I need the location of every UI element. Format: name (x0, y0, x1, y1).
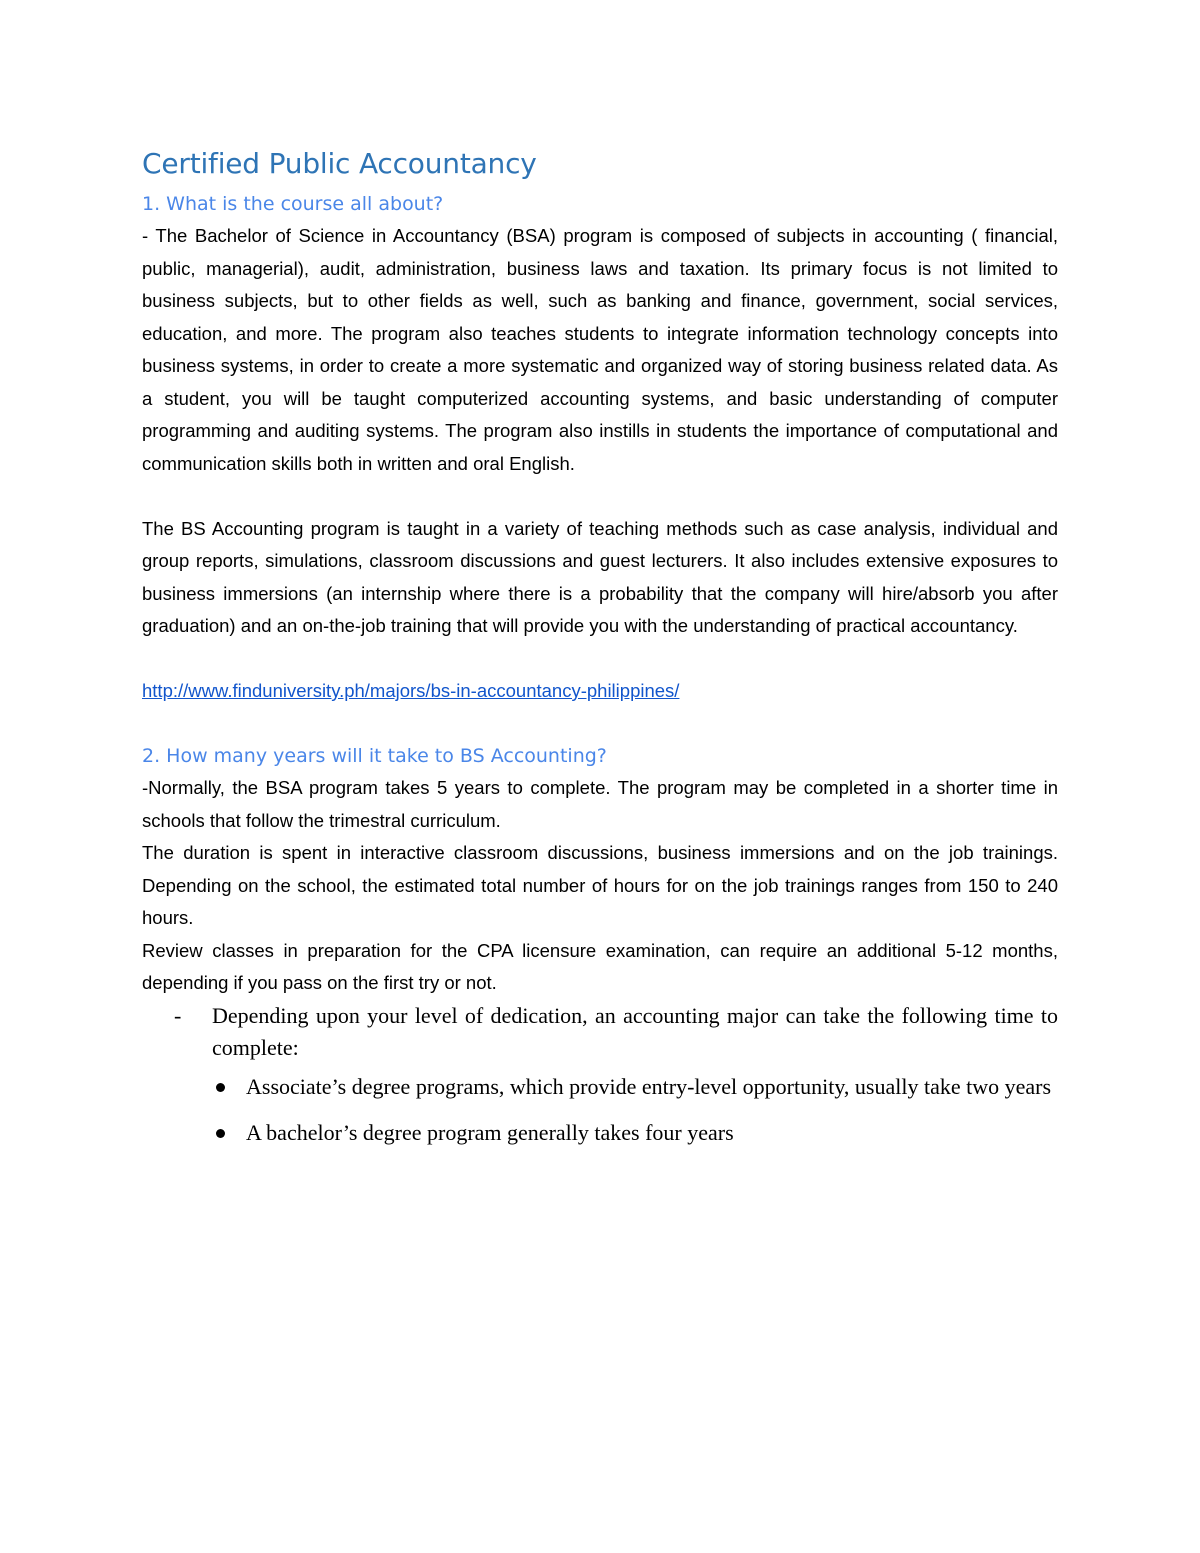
document-page (142, 140, 1058, 1156)
dash-list-item-text: Depending upon your level of dedication, an accounting major can take the following time to complete: (212, 1002, 1058, 1060)
section-1-paragraph-2: The BS Accounting program is taught in a variety of teaching methods such as case analysis, individual and group reports, simulations, classroom discussions and guest lecturers. It also includes extensive exposures to business immersions (an internship where there is a probability that the company will hire/absorb you after graduation) and an on-the-job training that will provide you with the understanding of practical accountancy. (142, 517, 1058, 636)
bullet-list-item (142, 1064, 1058, 1110)
source-link[interactable]: http://www.finduniversity.ph/majors/bs-in-accountancy-philippines/ (142, 680, 680, 701)
spacer (142, 643, 1058, 676)
spacer (142, 708, 1058, 741)
bullet-icon (216, 1129, 225, 1138)
bullet-icon (216, 1083, 225, 1092)
section-2-paragraph-2: The duration is spent in interactive classroom discussions, business immersions and on the job trainings. Depending on the school, the estimated total number of hours for on the job trainings ranges from 150 to 240 hours. (142, 842, 1058, 928)
dash-list-item (142, 1000, 1058, 1064)
section-2-paragraph-1: -Normally, the BSA program takes 5 years to complete. The program may be completed in a shorter time in schools that follow the trimestral curriculum. (142, 777, 1058, 831)
bullet-list-item (142, 1110, 1058, 1156)
section-1-paragraph-1: - The Bachelor of Science in Accountancy (BSA) program is composed of subjects in accounting ( financial, public, managerial), audit, administration, business laws and taxation. Its primary focus is not limited to business subjects, but to other fields as well, such as banking and finance, government, social services, education, and more. The program also teaches students to integrate information technology concepts into business systems, in order to create a more systematic and organized way of storing business related data. As a student, you will be taught computerized accounting systems, and basic understanding of computer programming and auditing systems. The program also instills in students the importance of computational and communication skills both in written and oral English. (142, 225, 1058, 474)
section-2-paragraph-3: Review classes in preparation for the CPA licensure examination, can require an additional 5-12 months, depending if you pass on the first try or not. (142, 939, 1058, 993)
section-2-heading: 2. How many years will it take to BS Accounting? (142, 745, 607, 767)
dash-marker: - (174, 1002, 182, 1028)
section-1-heading: 1. What is the course all about? (142, 193, 444, 215)
bullet-list-item-text: A bachelor’s degree program generally takes four years (246, 1119, 734, 1145)
spacer (142, 480, 1058, 513)
page-title: Certified Public Accountancy (142, 147, 537, 180)
bullet-list-item-text: Associate’s degree programs, which provide entry-level opportunity, usually take two years (246, 1073, 1052, 1099)
